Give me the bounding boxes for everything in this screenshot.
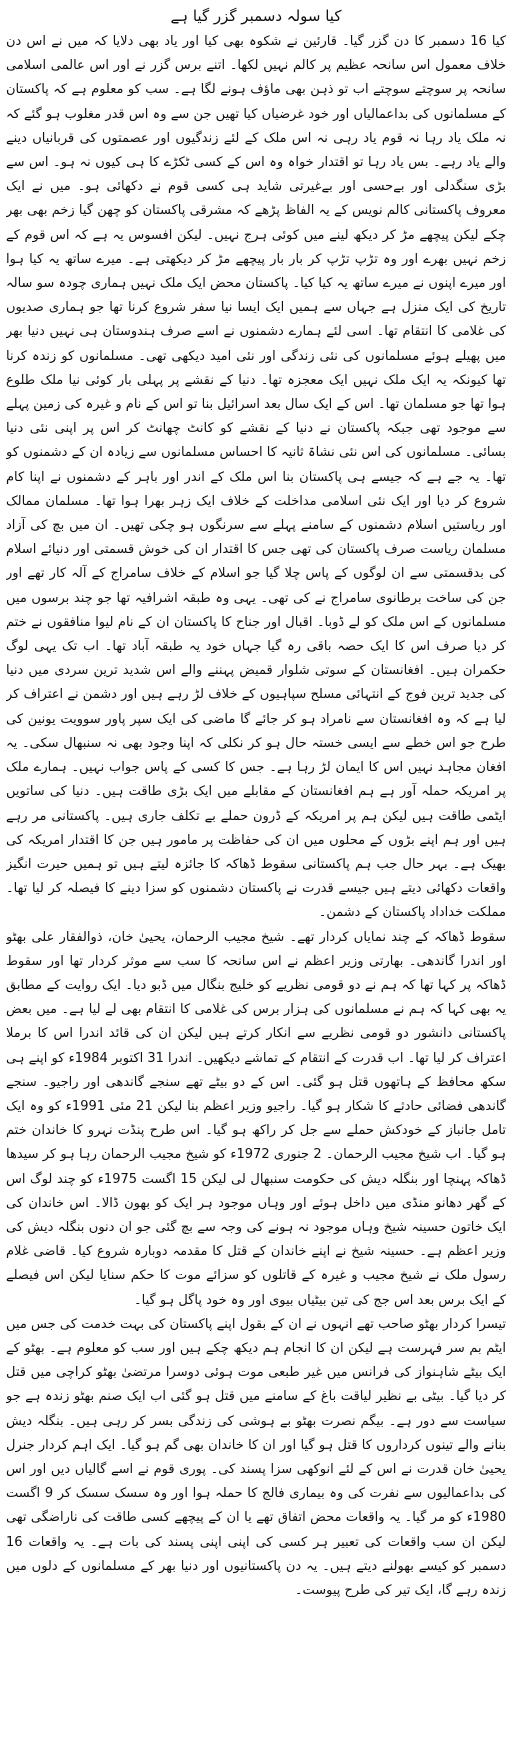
article-paragraph-1: کیا 16 دسمبر کا دن گزر گیا۔ قارئین نے شکوہ بھی کیا اور یاد بھی دلایا کہ میں نے اس دن خلاف معمول اس سانحہ عظیم پر کالم نہیں لکھا۔ اتنے برس گزر نے اور اس عالمی اسلامی سانحہ پر سوچتے سوچتے اب تو ذہن بھی ماؤف ہونے لگا ہے۔ سب کو معلوم ہے کہ پاکستان کے مسلمانوں کی بداعمالیاں اور خود غرضیاں کیا تھیں جن سے وہ اس قدر مغلوب ہو گئے کہ نہ ملک یاد رہا نہ قوم یاد رہی نہ اس ملک کے لئے زندگیوں اور عصمتوں کی قربانیاں دینے والے یاد رہے۔ بس یاد رہا تو اقتدار خواہ وہ اس کے کسی ٹکڑے کا ہی کیوں نہ ہو۔ اس سے بڑی سنگدلی اور بےحسی اور بےغیرتی شاید ہی کسی قوم نے دکھائی ہو۔ میں نے ایک معروف پاکستانی کالم نویس کے یہ الفاظ پڑھے کہ مشرقی پاکستان کو چھن گیا زخم بھی بھر چکے لیکن پیچھے مڑ کر دیکھ لینے میں کوئی ہرج نہیں۔ لیکن افسوس یہ ہے کہ اس قوم کے زخم نہیں بھرے اور وہ تڑپ تڑپ کر بار بار پیچھے مڑ کر دیکھتی ہے۔ میرے ساتھ یہ کیا ہوا اور میرے اپنوں نے میرے ساتھ یہ کیا کیا۔ پاکستان محض ایک ملک نہیں ہماری چودہ سو سالہ تاریخ کی ایک منزل ہے جہاں سے ہمیں ایک ایسا نیا سفر شروع کرنا تھا جو ہماری صدیوں کی غلامی کا انتقام تھا۔ اسی لئے ہمارے دشمنوں نے اسے صرف ہندوستان ہی نہیں دنیا بھر میں پھیلے ہوئے مسلمانوں کی نئی زندگی اور نئی امید دیکھی تھی۔ مسلمانوں کو زندہ کرنا تھا کیونکہ یہ ایک ملک نہیں ایک معجزہ تھا۔ دنیا کے نقشے پر پہلی بار کوئی نیا ملک طلوع ہوا تھا جو مسلمان تھا۔ اس کے ایک سال بعد اسرائیل بنا تو اس کے نام و غیرہ کی زمین پہلے سے موجود تھی جبکہ پاکستان نے دنیا کے نقشے کو کانٹ چھانٹ کر اس پر اپنی نئی دنیا بسائی۔ مسلمانوں کی اس نئی نشاۃ ثانیہ کا احساس مسلمانوں سے زیادہ ان کے دشمنوں کو تھا۔ یہ جے ہے کہ جیسے ہی پاکستان بنا اس ملک کے اندر اور باہر کے دشمنوں نے اپنا کام شروع کر دیا اور ایک نئی اسلامی مداخلت کے خلاف ایک زہر بھرا ہوا تھا۔ مسلمان ممالک اور ریاستیں اسلام دشمنوں کے سامنے پہلے سے سرنگوں ہو چکی تھیں۔ ان میں بچ کی آزاد مسلمان ریاست صرف پاکستان کی تھی جس کا اقتدار ان کی خوش قسمتی اور دنیائے اسلام کی بدقسمتی سے ان لوگوں کے پاس چلا گیا جو اسلام کے خلاف سامراج کے آلہ کار تھے اور جن کی ساخت برطانوی سامراج نے کی تھی۔ یہی وہ طبقہ اشرافیہ تھا جو چند برسوں میں مسلمانوں کے اس ملک کو لے ڈوبا۔ اقبال اور جناح کا پاکستان ان کے نام لیوا منافقوں نے ختم کر دیا صرف اس کا ایک حصہ باقی رہ گیا جہاں خود یہ طبقہ آباد تھا۔ اب تک یہی لوگ حکمران ہیں۔ افغانستان کے سوتی شلوار قمیض پہننے والے اس شدید ترین سردی میں دنیا کی جدید ترین فوج کے انتہائی مسلح سپاہیوں کے خلاف لڑ رہے ہیں اور دشمن نے اعتراف کر لیا ہے کہ وہ افغانستان سے نامراد ہو کر جائے گا ماضی کی ایک سپر پاور سوویت یونین کی طرح جو اس خطے سے ایسی خستہ حال ہو کر نکلی کہ اپنا وجود بھی نہ سنبھال سکی۔ یہ افغان مجاہد نہیں اس کا ایمان لڑ رہا ہے۔ جس کا کسی کے پاس جواب نہیں۔ ہمارے ملک پر امریکہ حملہ آور ہے ہم افغانستان کے مقابلے میں ایک بڑی طاقت ہیں۔ دنیا کی ساتویں ایٹمی طاقت ہیں لیکن ہم پر امریکہ کے ڈرون حملے بے تکلف جاری ہیں۔ پاکستانی مر رہے ہیں اور ہم اپنے بڑوں کے محلوں میں ان کی حفاظت پر مامور ہیں جن کا اقتدار امریکہ کی بھیک ہے۔ بہر حال جب ہم پاکستانی سقوط ڈھاکہ کا جائزہ لیتے ہیں تو ہمیں حیرت انگیز واقعات دکھائی دیتے ہیں جیسے قدرت نے پاکستان دشمنوں کو سزا دینے کا فیصلہ کر لیا تھا۔ مملکت خداداد پاکستان کے دشمن۔ (6, 34, 506, 921)
article-body (6, 30, 506, 1603)
article-title: کیا سولہ دسمبر گزر گیا ہے (170, 7, 342, 25)
article-paragraph-3: تیسرا کردار بھٹو صاحب تھے انہوں نے ان کے بقول اپنے پاکستان کی بہت خدمت کی جس میں ایٹم بم سر فہرست ہے لیکن ان کا انجام ہم دیکھ چکے ہیں اور سب کو معلوم ہے۔ بھٹو کے ایک بیٹے شاہنواز کی فرانس میں غیر طبعی موت ہوئی دوسرا مرتضیٰ بھٹو کراچی میں قتل کر دیا گیا۔ بیٹی بے نظیر لیاقت باغ کے سامنے میں قتل ہو گئی اب ایک صنم بھٹو زندہ ہے جو سیاست سے دور ہے۔ بیگم نصرت بھٹو بے ہوشی کی زندگی بسر کر رہی ہیں۔ بنگلہ دیش بنانے والے تینوں کرداروں کا قتل ہو گیا اور ان کا خاندان بھی گم ہو گیا۔ ایک اہم کردار جنرل یحییٰ خان قدرت نے اس کے لئے انوکھی سزا پسند کی۔ پوری قوم نے اسے گالیاں دیں اور اس کی بداعمالیوں سے نفرت کی وہ بیماری فالج کا حملہ ہوا اور وہ سسک سسک کر 9 اگست 1980ء کو مر گیا۔ یہ واقعات محض اتفاق تھے یا ان کے پیچھے کسی طاقت کی ناراضگی تھی لیکن ان سب واقعات کی تعبیر ہر کسی کی اپنی اپنی پسند کی بات ہے۔ یہ واقعات 16 دسمبر کو کیسے بھولنے دیتے ہیں۔ یہ دن پاکستانیوں اور دنیا بھر کے مسلمانوں کے دلوں میں زندہ رہے گا، ایک تیر کی طرح پیوست۔ (6, 1316, 506, 1598)
newspaper-column (6, 6, 506, 1742)
article-paragraph-2: سقوط ڈھاکہ کے چند نمایاں کردار تھے۔ شیخ مجیب الرحمان، یحییٰ خان، ذوالفقار علی بھٹو اور اندرا گاندھی۔ بھارتی وزیر اعظم نے اس سانحہ کا سب سے موثر کردار تھا اور سقوط ڈھاکہ پر کہا تھا کہ ہم نے دو قومی نظریے کو خلیج بنگال میں ڈبو دیا۔ ایک روایت کے مطابق یہ بھی کہا کہ ہم نے مسلمانوں کی ہزار برس کی غلامی کا انتقام بھی لے لیا ہے۔ میں بعض پاکستانی دانشور دو قومی نظریے سے انکار کرتے ہیں لیکن ان کی قائد اندرا اس کا برملا اعتراف کر لیا تھا۔ اب قدرت کے انتقام کے تماشے دیکھیں۔ اندرا 31 اکتوبر 1984ء کو اپنے ہی سکھ محافظ کے ہاتھوں قتل ہو گئی۔ اس کے دو بیٹے تھے سنجے گاندھی اور راجیو۔ سنجے گاندھی فضائی حادثے کا شکار ہو گیا۔ راجیو وزیر اعظم بنا لیکن 21 مئی 1991ء کو وہ ایک تامل جانباز کے خودکش حملے سے جل کر راکھ ہو گیا۔ اس طرح پنڈت نہرو کا خاندان ختم ہو گیا۔ اب شیخ مجیب الرحمان۔ 2 جنوری 1972ء کو شیخ مجیب الرحمان رہا ہو کر سیدھا ڈھاکہ پہنچا اور بنگلہ دیش کی حکومت سنبھال لی لیکن 15 اگست 1975ء کو چند لوگ اس کے گھر دھانو منڈی میں داخل ہوئے اور وہاں موجود ہر ایک کو بھون ڈالا۔ اس خاندان کی ایک خاتون حسینہ شیخ وہاں موجود نہ ہونے کی وجہ سے بچ گئی جو ان دنوں بنگلہ دیش کی وزیر اعظم ہے۔ حسینہ شیخ نے اپنے خاندان کے قتل کا مقدمہ دوبارہ شروع کیا۔ قاضی غلام رسول ملک نے شیخ مجیب و غیرہ کے قاتلوں کو سزائے موت کا حکم سنایا لیکن اس فیصلے کے ایک برس بعد اس جج کی تین بیٹیاں بیوی اور وہ خود پاگل ہو گیا۔ (6, 929, 506, 1308)
